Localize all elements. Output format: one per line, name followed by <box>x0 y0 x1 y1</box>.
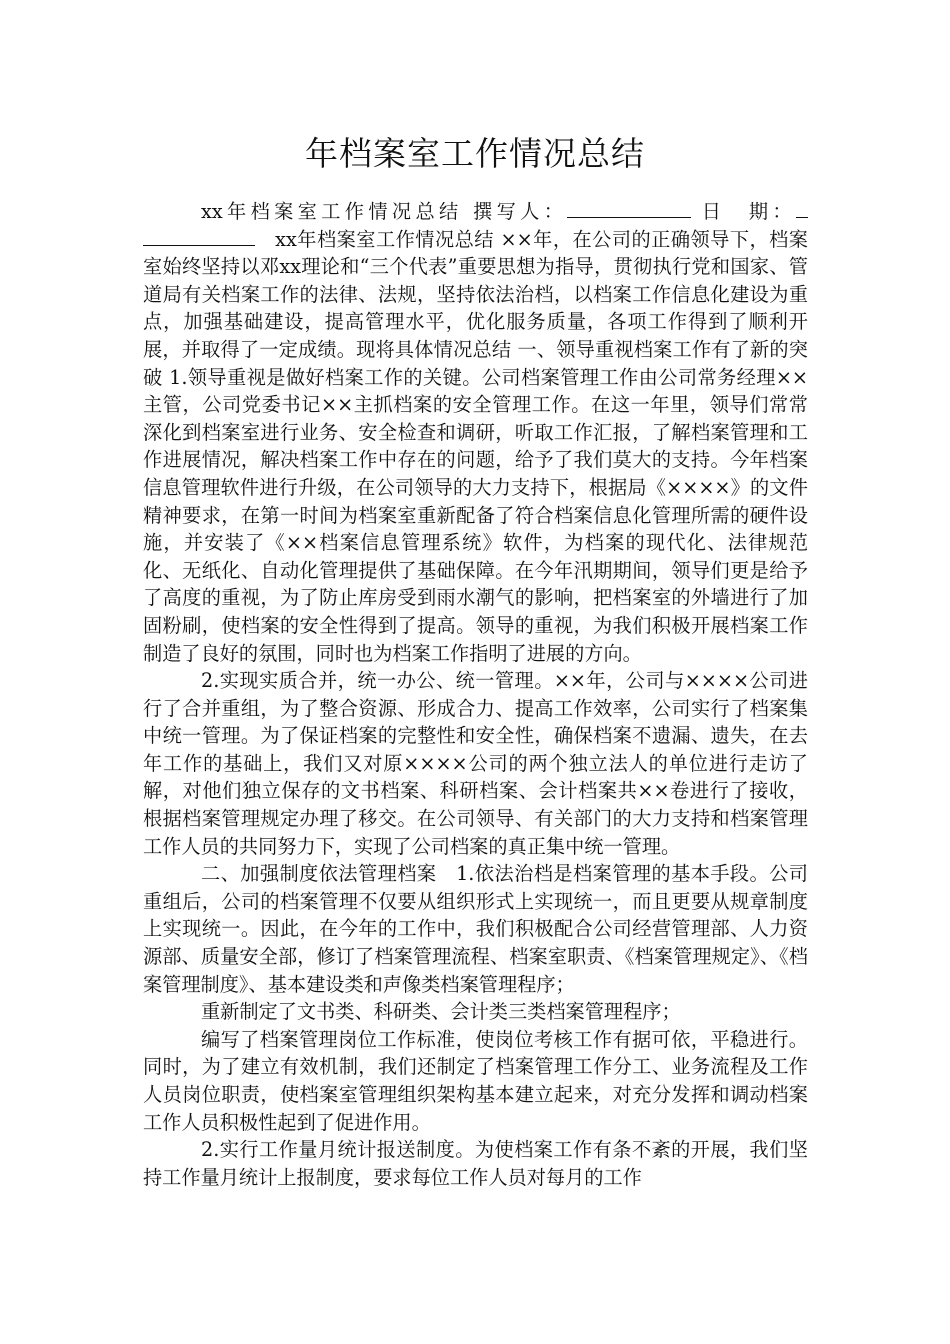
paragraph-2: 2.实现实质合并，统一办公、统一管理。××年，公司与××××公司进行了合并重组，为了整合资源、形成合力、提高工作效率，公司实行了档案集中统一管理。为了保证档案的完整性和安全性，确保档案不遗漏、遗失，在去年工作的基础上，我们又对原××××公司的两个独立法人的单位进行走访了解，对他们独立保存的文书档案、科研档案、会计档案共××卷进行了接收，根据档案管理规定办理了移交。在公司领导、有关部门的大力支持和档案管理工作人员的共同努力下，实现了公司档案的真正集中统一管理。 <box>143 669 808 858</box>
paragraph-5: 编写了档案管理岗位工作标准，使岗位考核工作有据可依，平稳进行。同时，为了建立有效机制，我们还制定了档案管理工作分工、业务流程及工作人员岗位职责，使档案室管理组织架构基本建立起来，对充分发挥和调动档案工作人员积极性起到了促进作用。 <box>143 1027 808 1134</box>
document-body <box>143 198 808 1191</box>
paragraph-6: 2.实行工作量月统计报送制度。为使档案工作有条不紊的开展，我们坚持工作量月统计上报制度，要求每位工作人员对每月的工作 <box>143 1138 808 1189</box>
author-blank <box>567 216 691 218</box>
date-blank <box>143 244 255 246</box>
date-blank-start <box>796 216 808 218</box>
author-label: 撰写人： <box>473 200 568 223</box>
date-label: 日 期： <box>701 200 796 223</box>
paragraph-1: xx年档案室工作情况总结 ××年，在公司的正确领导下，档案室始终坚持以邓xx理论和“三个代表”重要思想为指导，贯彻执行党和国家、管道局有关档案工作的法律、法规，坚持依法治档，以档案工作信息化建设为重点，加强基础建设，提高管理水平，优化服务质量，各项工作得到了顺利开展，并取得了一定成绩。现将具体情况总结 一、领导重视档案工作有了新的突破 1.领导重视是做好档案工作的关键。公司档案管理工作由公司常务经理××主管，公司党委书记××主抓档案的安全管理工作。在这一年里，领导们常常深化到档案室进行业务、安全检查和调研，听取工作汇报，了解档案管理和工作进展情况，解决档案工作中存在的问题，给予了我们莫大的支持。今年档案信息管理软件进行升级，在公司领导的大力支持下，根据局《××××》的文件精神要求，在第一时间为档案室重新配备了符合档案信息化管理所需的硬件设施，并安装了《××档案信息管理系统》软件，为档案的现代化、法律规范化、无纸化、自动化管理提供了基础保障。在今年汛期期间，领导们更是给予了高度的重视，为了防止库房受到雨水潮气的影响，把档案室的外墙进行了加固粉刷，使档案的安全性得到了提高。领导的重视，为我们积极开展档案工作制造了良好的氛围，同时也为档案工作指明了进展的方向。 <box>143 227 808 665</box>
paragraph-3: 二、加强制度依法管理档案 1.依法治档是档案管理的基本手段。公司重组后，公司的档案管理不仅要从组织形式上实现统一，而且更要从规章制度上实现统一。因此，在今年的工作中，我们积极配合公司经营管理部、人力资源部、质量安全部，修订了档案管理流程、档案室职责、《档案管理规定》、《档案管理制度》、基本建设类和声像类档案管理程序； <box>143 862 808 996</box>
header-line <box>143 198 808 667</box>
header-doc-name: xx年档案室工作情况总结 <box>201 200 463 223</box>
paragraph-4: 重新制定了文书类、科研类、会计类三类档案管理程序； <box>201 1000 681 1024</box>
document-title: 年档案室工作情况总结 <box>305 134 645 173</box>
